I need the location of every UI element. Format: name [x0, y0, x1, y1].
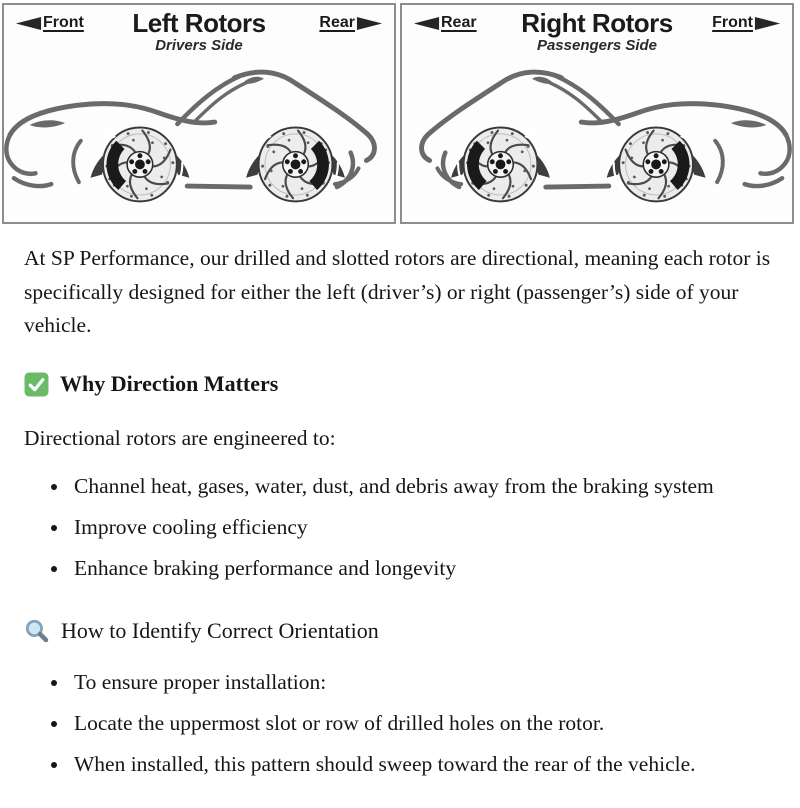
list-item: • Improve cooling efficiency: [70, 511, 774, 545]
panel-header: [402, 5, 792, 60]
intro-paragraph: At SP Performance, our drilled and slotted rotors are directional, meaning each rotor is specifically designed for either the left (driver’s) or right (passenger’s) side of your vehicle.: [24, 245, 771, 338]
article-body: [0, 224, 800, 808]
front-direction-label: [712, 14, 782, 32]
panel-subtitle: Drivers Side: [155, 37, 243, 54]
edge-label-text: Rear: [319, 14, 355, 31]
panel-subtitle: Passengers Side: [536, 37, 658, 54]
section-heading-why-direction-matters: [24, 371, 774, 397]
list-item: • Channel heat, gases, water, dust, and debris away from the braking system: [70, 470, 774, 504]
arrow-right-icon: [754, 16, 782, 31]
diagram-panel-left-rotors: [2, 3, 396, 224]
svg-text:Rotation: Rotation: [294, 113, 342, 149]
rear-direction-label: [412, 14, 477, 32]
rear-direction-label: [319, 14, 384, 32]
svg-text:Rotation: Rotation: [450, 114, 494, 157]
car-illustration-left: [4, 62, 394, 222]
installation-list: [24, 666, 774, 782]
panel-title: Right Rotors: [521, 8, 673, 38]
edge-label-text: Front: [712, 14, 753, 31]
benefits-list: [24, 470, 774, 586]
arrow-right-icon: [356, 16, 384, 31]
panel-header: [4, 5, 394, 60]
panel-title: Left Rotors: [132, 8, 266, 38]
diagram-panel-right-rotors: [400, 3, 794, 224]
arrow-left-icon: [14, 16, 42, 31]
list-item: • When installed, this pattern should sweep toward the rear of the vehicle.: [70, 748, 774, 782]
arrow-left-icon: [412, 16, 440, 31]
section-heading-correct-orientation: [24, 618, 774, 644]
lead-paragraph: Directional rotors are engineered to:: [24, 425, 336, 450]
magnifying-glass-icon: [24, 618, 50, 644]
svg-text:Rotation: Rotation: [138, 113, 187, 149]
svg-text:Rotation: Rotation: [606, 114, 650, 157]
rotor-direction-diagram: [0, 0, 800, 224]
list-item: • Locate the uppermost slot or row of drilled holes on the rotor.: [70, 707, 774, 741]
car-illustration-right: [402, 62, 792, 222]
section-heading-text: How to Identify Correct Orientation: [61, 617, 379, 643]
check-mark-icon: [24, 372, 49, 397]
list-item: • To ensure proper installation:: [70, 666, 774, 700]
list-item: • Enhance braking performance and longevity: [70, 552, 774, 586]
front-direction-label: [14, 14, 84, 32]
section-heading-text: Why Direction Matters: [60, 371, 279, 397]
edge-label-text: Front: [43, 14, 84, 31]
edge-label-text: Rear: [441, 14, 477, 31]
